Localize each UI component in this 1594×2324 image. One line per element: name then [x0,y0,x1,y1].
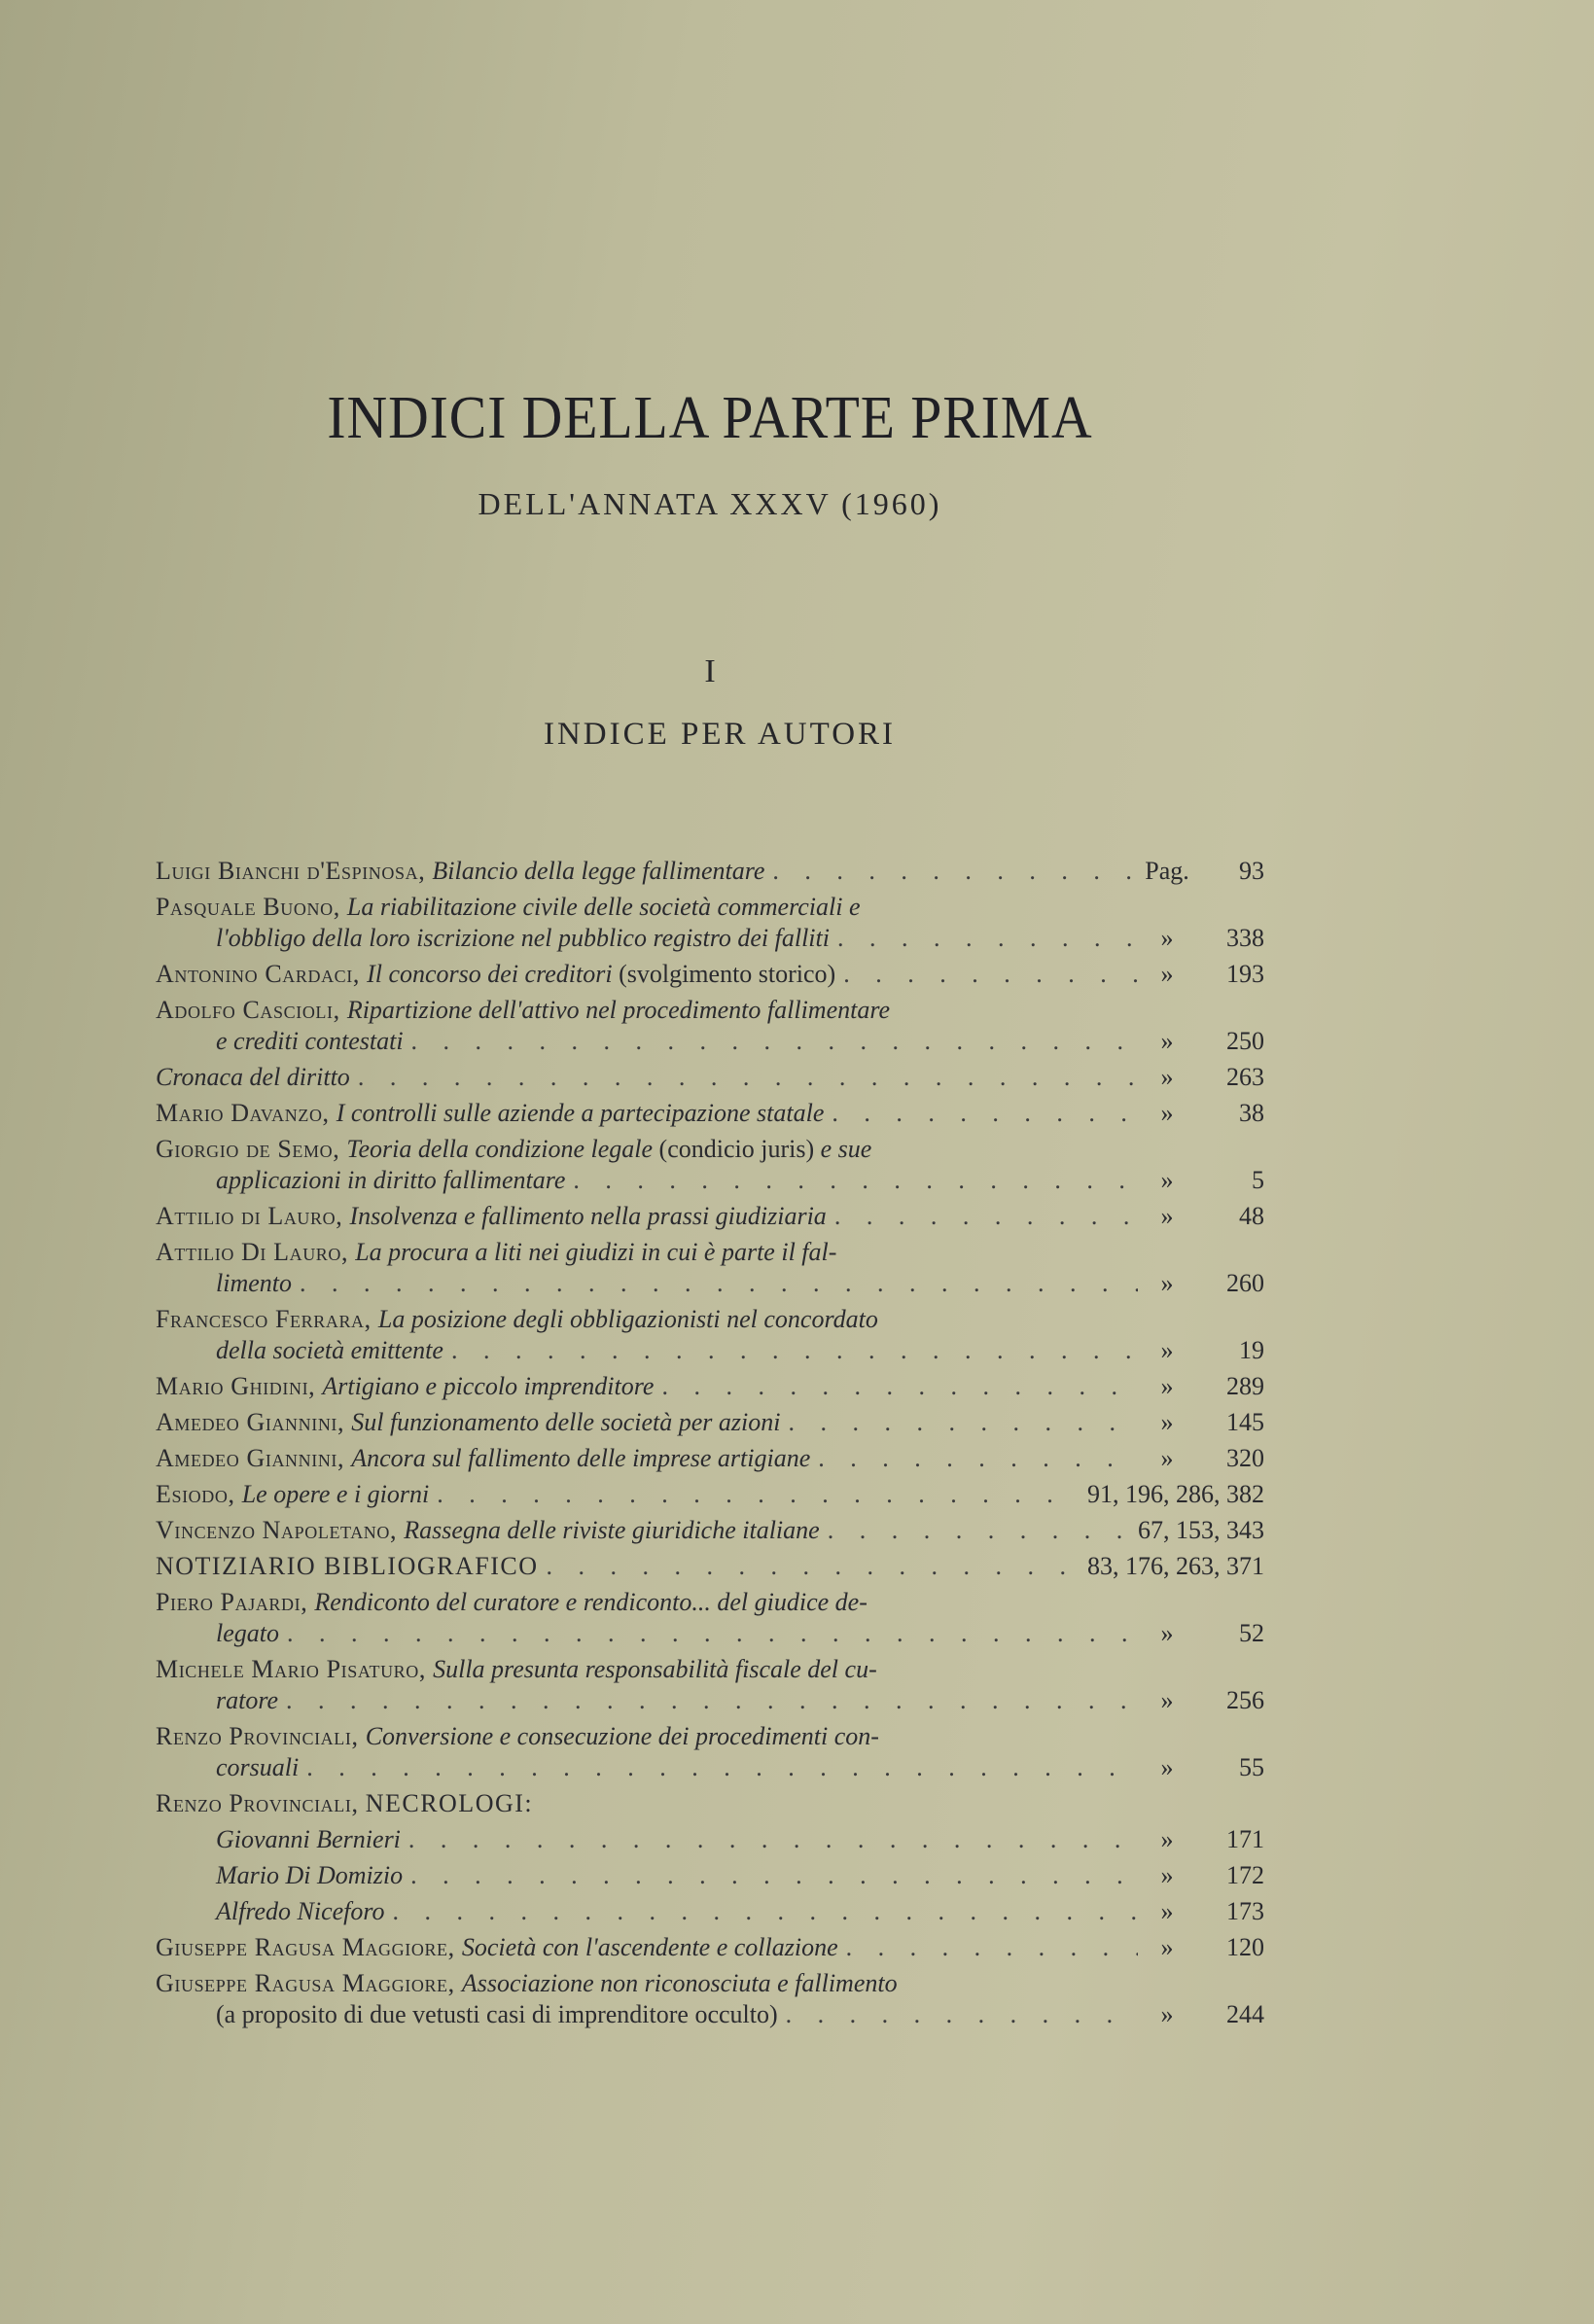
entry-line [156,1896,1264,1927]
entry-author: Giorgio de Semo, [156,1135,347,1163]
entry-author: Amedeo Giannini, [156,1444,352,1472]
page-number: 55 [1239,1753,1264,1781]
page-number: 5 [1252,1166,1264,1194]
entry-note: (a proposito di due vetusti casi di imprenditore occulto) [216,2000,778,2028]
entry-title: Artigiano e piccolo imprenditore [322,1372,655,1400]
ditto-mark: » [1160,1861,1174,1889]
leader-dots [278,1685,1138,1715]
entry-title-cont: corsuali [216,1753,300,1781]
leader-dots [780,1407,1138,1437]
entry-author: Attilio Di Lauro, [156,1238,356,1266]
entry-title-cont: legato [216,1619,279,1647]
entry-line [156,1721,1264,1752]
leader-dots [838,1932,1138,1962]
entry-line [156,959,1264,990]
entry-author: Pasquale Buono, [156,893,347,921]
index-entry [156,856,1264,887]
entry-author: Francesco Ferrara, [156,1305,378,1333]
entry-line [156,1134,1264,1165]
ditto-mark: » [1160,1269,1174,1297]
entry-line [156,1551,1264,1582]
index-entry [156,1443,1264,1474]
ditto-mark: » [1160,1686,1174,1714]
ditto-mark: » [1160,1753,1174,1781]
entry-line [156,1098,1264,1129]
entry-line [156,1062,1264,1093]
ditto-mark: » [1160,1897,1174,1925]
leader-dots [385,1896,1138,1926]
entry-author: Giuseppe Ragusa Maggiore, [156,1969,462,1997]
leader-dots [401,1824,1138,1854]
page-number: 244 [1226,2000,1264,2028]
page-number: 289 [1226,1372,1264,1400]
page-number: 48 [1239,1202,1264,1230]
index-entry [156,1098,1264,1129]
index-entry [156,1304,1264,1366]
index-entry [156,1654,1264,1716]
entry-title-cont: ratore [216,1686,279,1714]
entry-line [156,1788,1264,1819]
entry-title: I controlli sulle aziende a partecipazione statale [336,1099,825,1127]
entry-title: Conversione e consecuzione dei procedimenti con- [365,1722,879,1750]
leader-dots [565,1165,1138,1195]
ditto-mark: » [1160,1166,1174,1194]
ditto-mark: » [1160,1408,1174,1436]
entry-title-cont: limento [216,1269,292,1297]
leader-dots [403,1860,1138,1890]
entry-author: Piero Pajardi, [156,1588,315,1616]
index-entry [156,1721,1264,1783]
entry-line [156,1237,1264,1268]
entry-title: Insolvenza e fallimento nella prassi giudiziaria [349,1202,827,1230]
page-number: 171 [1226,1825,1264,1853]
page-refs: 91, 196, 286, 382 [1087,1480,1264,1508]
entry-title: La posizione degli obbligazionisti nel concordato [377,1305,878,1333]
index-entry [156,1201,1264,1232]
entry-author: Renzo Provinciali, [156,1722,366,1750]
index-entry [156,1479,1264,1510]
entry-title: Associazione non riconosciuta e fallimento [461,1969,898,1997]
entry-line [156,1860,1264,1891]
page-number: 172 [1226,1861,1264,1889]
entry-line [156,1201,1264,1232]
entry-title: Il concorso dei creditori [367,960,613,988]
index-entry [156,1062,1264,1093]
entry-author: Amedeo Giannini, [156,1408,352,1436]
page-number: 338 [1226,924,1264,952]
entry-line [156,1515,1264,1546]
page-number: 173 [1226,1897,1264,1925]
leader-dots [810,1443,1138,1473]
index-entry [156,1515,1264,1546]
entry-line [156,1479,1264,1510]
entry-title-cont: e crediti contestati [216,1027,404,1055]
entry-line-cont [156,1999,1264,2030]
entry-title-cont: applicazioni in diritto fallimentare [216,1166,566,1194]
entry-title: La riabilitazione civile delle società commerciali e [346,893,861,921]
entry-title-cont: e sue [814,1135,872,1163]
entry-title: Ripartizione dell'attivo nel procedimento fallimentare [346,996,891,1024]
index-entry [156,1788,1264,1819]
entry-line [156,1654,1264,1685]
page-title: INDICI DELLA PARTE PRIMA [327,385,1093,451]
entry-title-cont: della società emittente [216,1336,443,1364]
entry-title: Le opere e i giorni [241,1480,430,1508]
entry-author: Mario Davanzo, [156,1099,337,1127]
leader-dots [279,1618,1138,1648]
leader-dots [350,1062,1138,1092]
leader-dots [404,1026,1138,1056]
entry-author: Attilio di Lauro, [156,1202,350,1230]
page-number: 145 [1226,1408,1264,1436]
entry-line [156,995,1264,1026]
index-entry [156,1237,1264,1299]
page-number: 38 [1239,1099,1264,1127]
ditto-mark: » [1160,1444,1174,1472]
entry-title: Rassegna delle riviste giuridiche italiane [404,1516,820,1544]
section-number: I [704,653,716,689]
index-entry [156,1824,1264,1855]
leader-dots [835,959,1138,989]
entry-author: Esiodo, [156,1480,242,1508]
entry-title: Società con l'ascendente e collazione [461,1933,838,1961]
page-subtitle: DELL'ANNATA XXXV (1960) [478,486,942,521]
entry-line [156,1407,1264,1438]
entry-author: Michele Mario Pisaturo, [156,1655,434,1683]
ditto-mark: » [1160,1825,1174,1853]
ditto-mark: Pag. [1145,857,1189,885]
entry-line [156,1371,1264,1402]
index-entry [156,1551,1264,1582]
entry-title: Sul funzionamento delle società per azioni [351,1408,781,1436]
page-number: 260 [1226,1269,1264,1297]
ditto-mark: » [1160,1027,1174,1055]
entry-author: Mario Ghidini, [156,1372,323,1400]
entry-line-cont [156,1165,1264,1196]
entry-line-cont [156,1618,1264,1649]
entry-line [156,856,1264,887]
page-number: 52 [1239,1619,1264,1647]
entry-author: Vincenzo Napoletano, [156,1516,405,1544]
ditto-mark: » [1160,1099,1174,1127]
index-entry [156,1860,1264,1891]
entry-line-cont [156,1752,1264,1783]
entry-note: (condicio juris) [653,1135,815,1163]
entry-line-cont [156,1335,1264,1366]
entry-title: Rendiconto del curatore e rendiconto... del giudice de- [314,1588,868,1616]
index-entry [156,1896,1264,1927]
entry-author: Adolfo Cascioli, [156,996,347,1024]
entry-heading: NOTIZIARIO BIBLIOGRAFICO [156,1552,539,1580]
entry-line [156,1932,1264,1963]
index-entry [156,1932,1264,1963]
index-entry [156,1134,1264,1196]
ditto-mark: » [1160,924,1174,952]
page-refs: 67, 153, 343 [1138,1516,1264,1544]
entry-line [156,1587,1264,1618]
leader-dots [654,1371,1138,1401]
entry-title: Mario Di Domizio [216,1861,404,1889]
entry-title: Cronaca del diritto [156,1063,350,1091]
ditto-mark: » [1160,1372,1174,1400]
index-entry [156,959,1264,990]
entry-line-cont [156,1685,1264,1716]
entry-line [156,1824,1264,1855]
page-number: 120 [1226,1933,1264,1961]
page-number: 256 [1226,1686,1264,1714]
leader-dots [443,1335,1138,1365]
leader-dots [292,1268,1138,1298]
leader-dots [764,856,1138,886]
leader-dots [429,1479,1078,1509]
index-entry [156,1968,1264,2030]
index-entry [156,1587,1264,1649]
entry-line [156,1443,1264,1474]
entry-line-cont [156,923,1264,954]
entry-title: Teoria della condizione legale [346,1135,654,1163]
ditto-mark: » [1160,1933,1174,1961]
entry-line [156,1304,1264,1335]
page-refs: 83, 176, 263, 371 [1087,1552,1264,1580]
leader-dots [824,1098,1138,1128]
page-number: 250 [1226,1027,1264,1055]
page-number: 193 [1226,960,1264,988]
ditto-mark: » [1160,1202,1174,1230]
entry-line [156,1968,1264,1999]
section-title: INDICE PER AUTORI [543,717,897,752]
index-entry [156,892,1264,954]
entry-line [156,892,1264,923]
ditto-mark: » [1160,1063,1174,1091]
entry-title-cont: l'obbligo della loro iscrizione nel pubblico registro dei falliti [216,924,830,952]
entry-title: Ancora sul fallimento delle imprese artigiane [351,1444,811,1472]
author-index [156,856,1264,2035]
index-entry [156,1407,1264,1438]
page-number: 93 [1239,857,1264,885]
page-number: 19 [1239,1336,1264,1364]
entry-heading: NECROLOGI: [365,1789,534,1817]
entry-title: Alfredo Niceforo [216,1897,385,1925]
entry-author: Giuseppe Ragusa Maggiore, [156,1933,462,1961]
ditto-mark: » [1160,960,1174,988]
page-number: 263 [1226,1063,1264,1091]
entry-note: (svolgimento storico) [612,960,836,988]
ditto-mark: » [1160,1619,1174,1647]
page-number: 320 [1226,1444,1264,1472]
leader-dots [299,1752,1138,1782]
entry-author: Renzo Provinciali, [156,1789,366,1817]
leader-dots [820,1515,1128,1545]
ditto-mark: » [1160,2000,1174,2028]
entry-title: La procura a liti nei giudizi in cui è parte il fal- [355,1238,837,1266]
leader-dots [827,1201,1138,1231]
entry-title: Bilancio della legge fallimentare [432,857,765,885]
ditto-mark: » [1160,1336,1174,1364]
entry-line-cont [156,1026,1264,1057]
entry-title: Sulla presunta responsabilità fiscale del cu- [433,1655,877,1683]
entry-author: Antonino Cardaci, [156,960,368,988]
leader-dots [830,923,1138,953]
index-entry [156,995,1264,1057]
entry-line-cont [156,1268,1264,1299]
entry-title: Giovanni Bernieri [216,1825,401,1853]
index-entry [156,1371,1264,1402]
entry-author: Luigi Bianchi d'Espinosa, [156,857,433,885]
leader-dots [538,1551,1078,1581]
leader-dots [778,1999,1138,2029]
